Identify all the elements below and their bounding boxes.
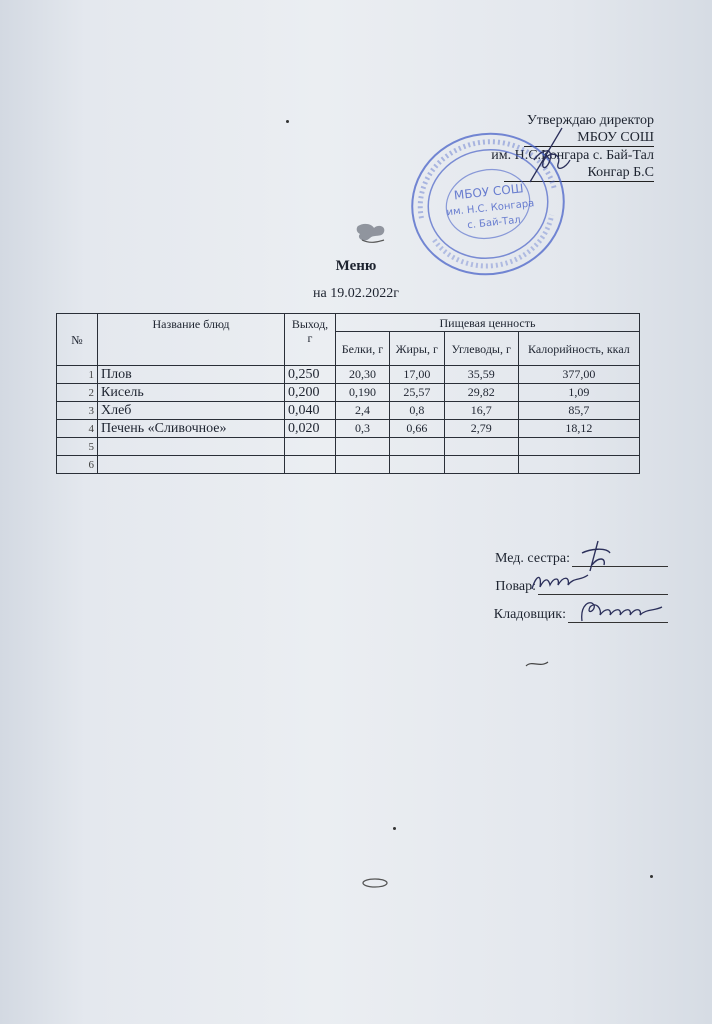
header-num: № <box>57 314 98 366</box>
pen-smudge <box>360 876 390 890</box>
speck <box>393 827 396 830</box>
row-num: 1 <box>57 366 98 384</box>
row-fat <box>389 438 444 456</box>
row-carbs <box>444 456 518 474</box>
row-fat: 0,8 <box>389 402 444 420</box>
stamp-text-2: им. Н.С. Конгара <box>446 198 535 219</box>
approval-line-2: МБОУ СОШ <box>524 129 654 147</box>
speck <box>650 875 653 878</box>
row-protein <box>336 456 390 474</box>
row-name <box>98 456 285 474</box>
row-calories: 377,00 <box>518 366 639 384</box>
row-carbs <box>444 438 518 456</box>
row-num: 2 <box>57 384 98 402</box>
row-name: Плов <box>98 366 285 384</box>
speck <box>286 120 289 123</box>
row-carbs: 35,59 <box>444 366 518 384</box>
row-calories <box>518 456 639 474</box>
stamp-text-1: МБОУ СОШ <box>453 181 525 203</box>
stamp-text-3: с. Бай-Тал <box>466 214 522 232</box>
row-num: 6 <box>57 456 98 474</box>
row-name: Печень «Сливочное» <box>98 420 285 438</box>
row-output: 0,020 <box>285 420 336 438</box>
row-calories: 85,7 <box>518 402 639 420</box>
header-calories: Калорийность, ккал <box>518 332 639 366</box>
table-row <box>57 438 640 456</box>
table-row <box>57 456 640 474</box>
row-output: 0,200 <box>285 384 336 402</box>
approval-line-4: Конгар Б.С <box>504 164 654 182</box>
menu-date: на 19.02.2022г <box>313 286 399 301</box>
row-protein <box>336 438 390 456</box>
row-fat: 17,00 <box>389 366 444 384</box>
storekeeper-signature <box>576 595 666 627</box>
signature-block <box>494 545 668 629</box>
storekeeper-label: Кладовщик: <box>493 607 566 622</box>
row-protein: 0,190 <box>336 384 390 402</box>
row-protein: 20,30 <box>336 366 390 384</box>
row-output <box>285 438 336 456</box>
nurse-label: Мед. сестра: <box>495 551 570 566</box>
row-num: 3 <box>57 402 98 420</box>
row-protein: 2,4 <box>336 402 390 420</box>
row-carbs: 29,82 <box>444 384 518 402</box>
table-row <box>57 384 640 402</box>
row-carbs: 2,79 <box>444 420 518 438</box>
storekeeper-signature-row <box>494 601 668 629</box>
row-output: 0,040 <box>285 402 336 420</box>
row-protein: 0,3 <box>336 420 390 438</box>
row-calories <box>518 438 639 456</box>
row-output: 0,250 <box>285 366 336 384</box>
pen-mark <box>524 658 550 670</box>
row-output <box>285 456 336 474</box>
header-fat: Жиры, г <box>389 332 444 366</box>
menu-title: Меню <box>335 258 377 274</box>
header-carbs: Углеводы, г <box>444 332 518 366</box>
header-name: Название блюд <box>98 314 285 366</box>
director-signature <box>510 120 580 190</box>
table-row <box>57 366 640 384</box>
row-fat: 25,57 <box>389 384 444 402</box>
row-num: 5 <box>57 438 98 456</box>
row-name: Хлеб <box>98 402 285 420</box>
row-fat: 0,66 <box>389 420 444 438</box>
row-calories: 18,12 <box>518 420 639 438</box>
row-name: Кисель <box>98 384 285 402</box>
header-protein: Белки, г <box>336 332 390 366</box>
cook-signature <box>528 567 598 597</box>
header-nutrition: Пищевая ценность <box>336 314 640 332</box>
approval-line-1: Утверждаю директор <box>526 113 654 128</box>
row-calories: 1,09 <box>518 384 639 402</box>
cook-label: Повар: <box>495 579 536 594</box>
row-name <box>98 438 285 456</box>
small-stamp-mark <box>352 220 392 246</box>
row-num: 4 <box>57 420 98 438</box>
row-fat <box>389 456 444 474</box>
menu-table <box>56 313 640 474</box>
table-row <box>57 402 640 420</box>
approval-line-3: им. Н.С.Конгара с. Бай-Тал <box>491 148 654 163</box>
header-output: Выход, г <box>285 314 336 366</box>
table-row <box>57 420 640 438</box>
row-carbs: 16,7 <box>444 402 518 420</box>
